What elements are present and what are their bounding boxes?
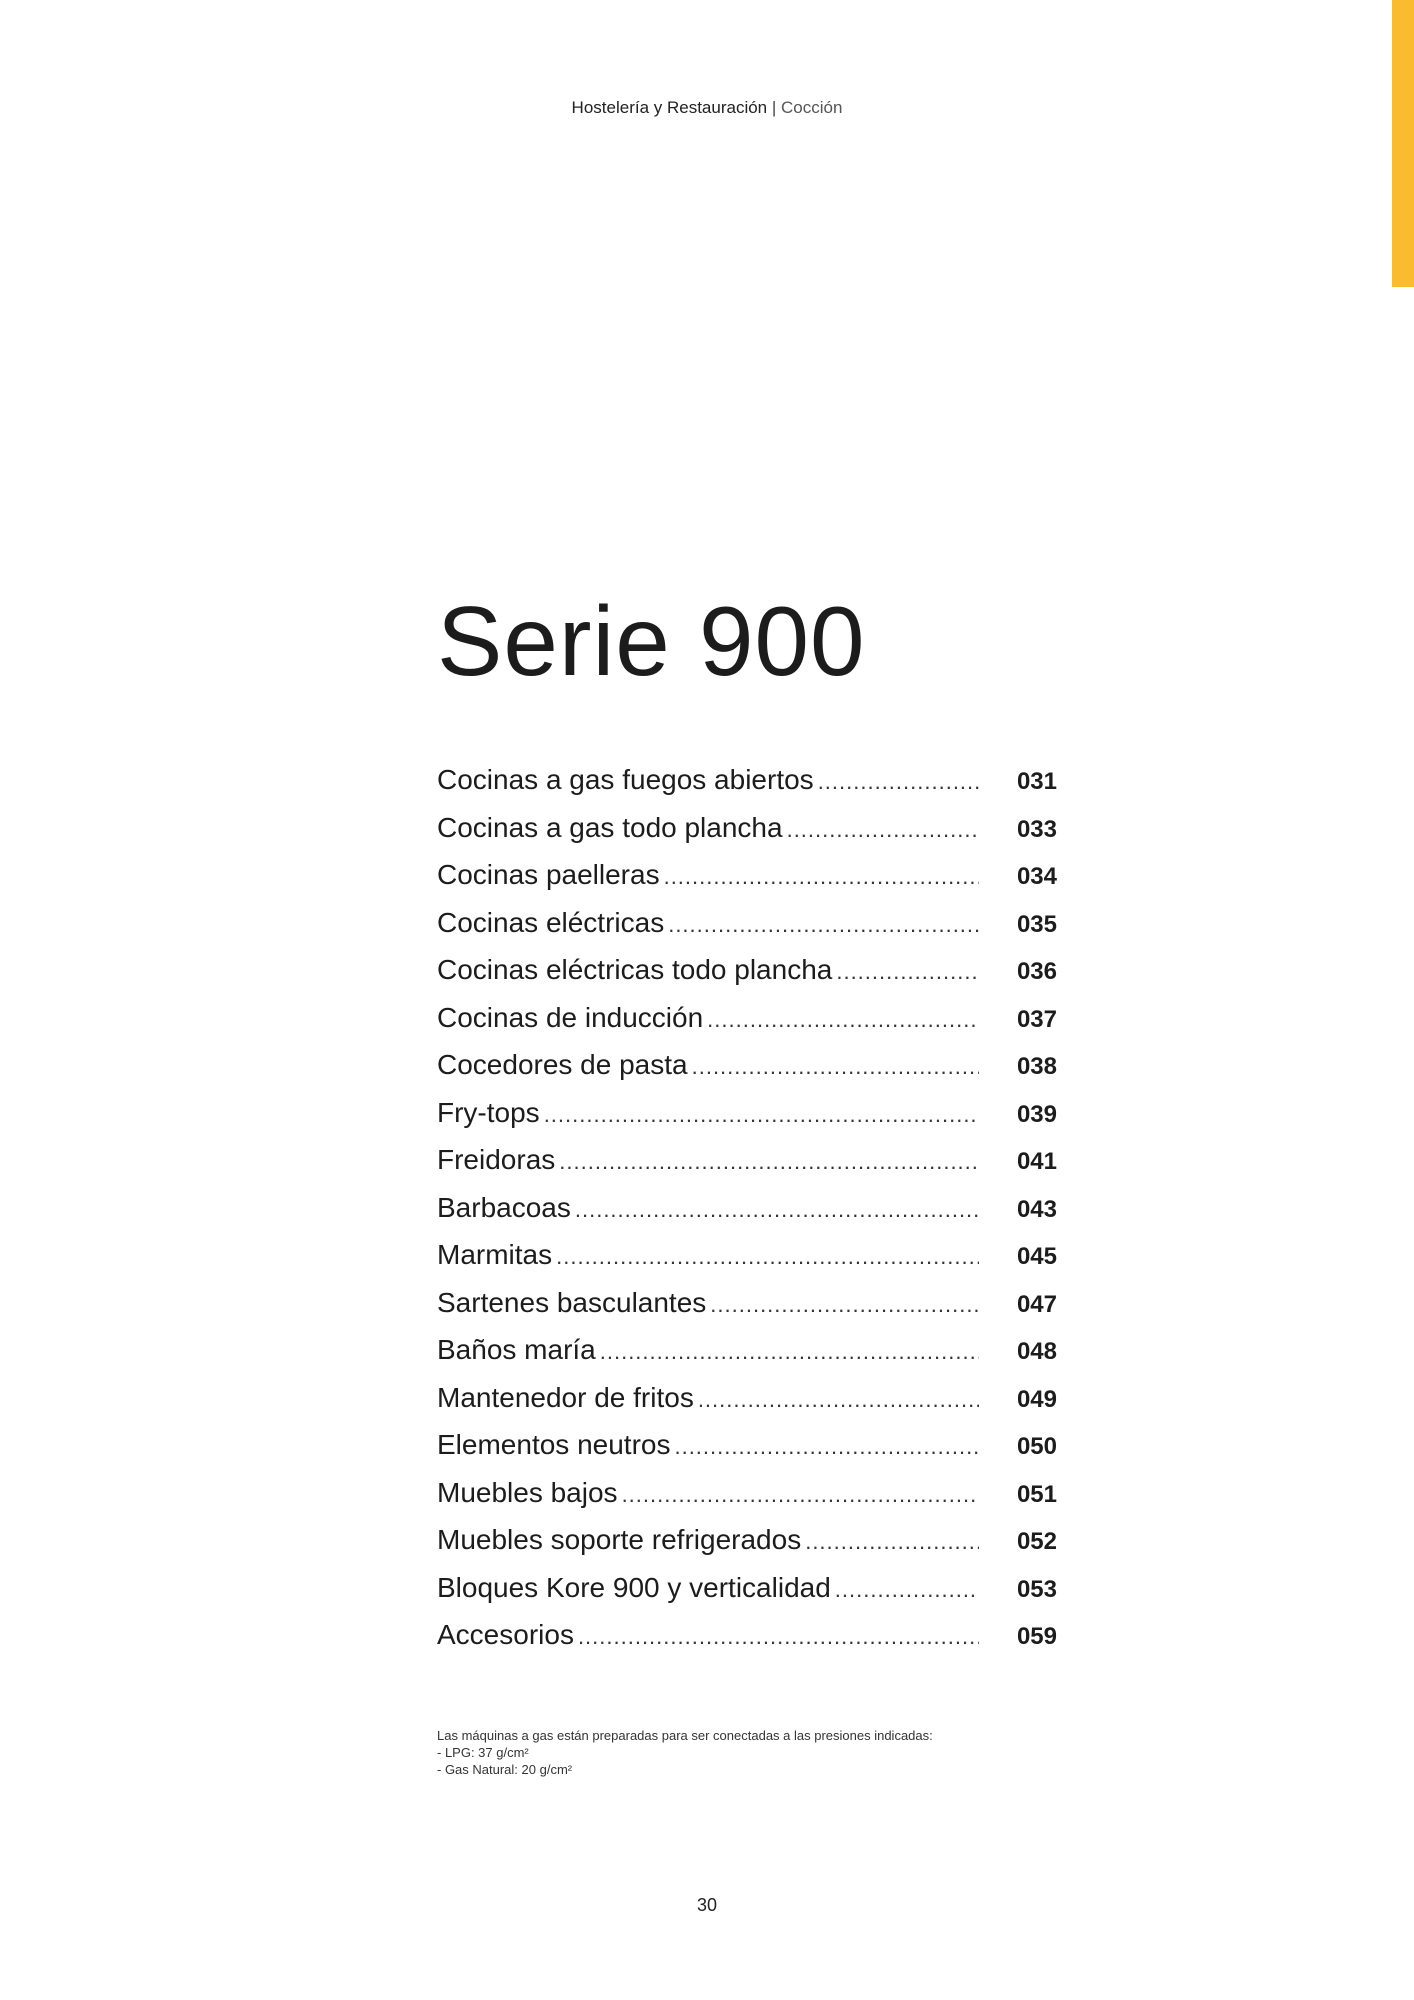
toc-leader-dots — [622, 1482, 979, 1508]
toc-leader-dots — [578, 1624, 979, 1650]
toc-entry-label: Cocinas paelleras — [437, 859, 660, 890]
toc-entry[interactable] — [437, 1619, 1057, 1667]
toc-entry-label: Marmitas — [437, 1239, 553, 1270]
toc-entry[interactable] — [437, 954, 1057, 1002]
toc-entry-label: Barbacoas — [437, 1191, 571, 1223]
note-line: - LPG: 37 g/cm² — [437, 1745, 529, 1760]
toc-leader-dots — [600, 1339, 979, 1365]
toc-entry[interactable] — [437, 1524, 1057, 1572]
toc-leader-dots — [787, 817, 979, 843]
toc-entry-label: Baños maría — [437, 1334, 596, 1365]
toc-entry-page: 033 — [1016, 815, 1057, 843]
toc-leader-dots — [544, 1102, 979, 1128]
toc-entry-label: Cocinas a gas fuegos abiertos — [437, 764, 814, 795]
note-line: Las máquinas a gas están preparadas para ser conectadas a las presiones indicadas: — [437, 1728, 933, 1743]
toc-entry-page: 037 — [1016, 1005, 1057, 1033]
toc-entry-page: 053 — [1016, 1575, 1057, 1603]
toc-entry[interactable] — [437, 1097, 1057, 1145]
toc-entry[interactable] — [437, 1287, 1057, 1335]
toc-entry[interactable] — [437, 859, 1057, 907]
table-of-contents — [437, 764, 1057, 1667]
toc-leader-dots — [805, 1529, 979, 1555]
accent-tab — [1392, 0, 1414, 287]
toc-entry-page: 041 — [1016, 1148, 1057, 1175]
toc-leader-dots — [835, 1577, 979, 1603]
toc-entry-page: 049 — [1016, 1385, 1057, 1413]
toc-leader-dots — [710, 1292, 979, 1318]
toc-entry-page: 034 — [1016, 863, 1057, 890]
toc-entry-page: 031 — [1016, 768, 1057, 795]
toc-leader-dots — [559, 1149, 979, 1175]
toc-entry-page: 035 — [1016, 910, 1057, 938]
toc-leader-dots — [664, 864, 979, 890]
toc-entry[interactable] — [437, 1477, 1057, 1525]
toc-entry-label: Bloques Kore 900 y verticalidad — [437, 1571, 831, 1603]
toc-entry-page: 038 — [1016, 1053, 1057, 1080]
toc-entry[interactable] — [437, 1049, 1057, 1097]
toc-leader-dots — [674, 1434, 979, 1460]
running-header — [0, 98, 1414, 118]
toc-entry[interactable] — [437, 1239, 1057, 1287]
toc-entry-label: Cocinas de inducción — [437, 1001, 704, 1033]
note-line: - Gas Natural: 20 g/cm² — [437, 1762, 573, 1777]
toc-entry-label: Cocinas a gas todo plancha — [437, 811, 783, 843]
toc-entry[interactable] — [437, 1192, 1057, 1240]
toc-entry[interactable] — [437, 1429, 1057, 1477]
page-number: 30 — [696, 1895, 718, 1915]
toc-entry-page: 050 — [1016, 1433, 1057, 1460]
toc-entry-label: Elementos neutros — [437, 1429, 671, 1460]
toc-leader-dots — [818, 769, 979, 795]
toc-entry[interactable] — [437, 1144, 1057, 1192]
toc-entry[interactable] — [437, 1334, 1057, 1382]
toc-entry-label: Muebles bajos — [437, 1476, 618, 1508]
toc-leader-dots — [836, 959, 979, 985]
toc-entry-page: 048 — [1016, 1338, 1057, 1365]
toc-leader-dots — [575, 1197, 979, 1223]
toc-entry[interactable] — [437, 1572, 1057, 1620]
toc-entry-page: 045 — [1016, 1243, 1057, 1270]
toc-entry[interactable] — [437, 812, 1057, 860]
toc-entry[interactable] — [437, 907, 1057, 955]
toc-entry[interactable] — [437, 1382, 1057, 1430]
toc-leader-dots — [668, 912, 979, 938]
toc-leader-dots — [698, 1387, 979, 1413]
toc-leader-dots — [707, 1007, 979, 1033]
toc-entry-page: 039 — [1016, 1100, 1057, 1128]
header-subsection: Cocción — [781, 98, 843, 117]
toc-entry-page: 047 — [1016, 1290, 1057, 1318]
toc-entry-page: 052 — [1016, 1528, 1057, 1555]
gas-pressure-note — [437, 1727, 933, 1778]
toc-entry[interactable] — [437, 1002, 1057, 1050]
toc-entry-label: Cocinas eléctricas — [437, 906, 665, 938]
toc-entry-label: Sartenes basculantes — [437, 1286, 707, 1318]
header-separator: | — [771, 98, 777, 117]
toc-entry-label: Cocinas eléctricas todo plancha — [437, 954, 833, 985]
toc-entry-label: Freidoras — [437, 1144, 556, 1175]
toc-entry-label: Mantenedor de fritos — [437, 1381, 694, 1413]
header-section: Hostelería y Restauración — [571, 98, 768, 117]
toc-leader-dots — [556, 1244, 979, 1270]
toc-entry-label: Cocedores de pasta — [437, 1049, 688, 1080]
toc-entry-label: Fry-tops — [437, 1096, 540, 1128]
toc-leader-dots — [692, 1054, 979, 1080]
toc-entry-page: 043 — [1016, 1195, 1057, 1223]
toc-entry-label: Accesorios — [437, 1619, 574, 1650]
toc-entry[interactable] — [437, 764, 1057, 812]
toc-entry-label: Muebles soporte refrigerados — [437, 1524, 802, 1555]
page-title: Serie 900 — [437, 586, 866, 696]
toc-entry-page: 051 — [1016, 1480, 1057, 1508]
toc-entry-page: 059 — [1016, 1623, 1057, 1650]
toc-entry-page: 036 — [1016, 958, 1057, 985]
